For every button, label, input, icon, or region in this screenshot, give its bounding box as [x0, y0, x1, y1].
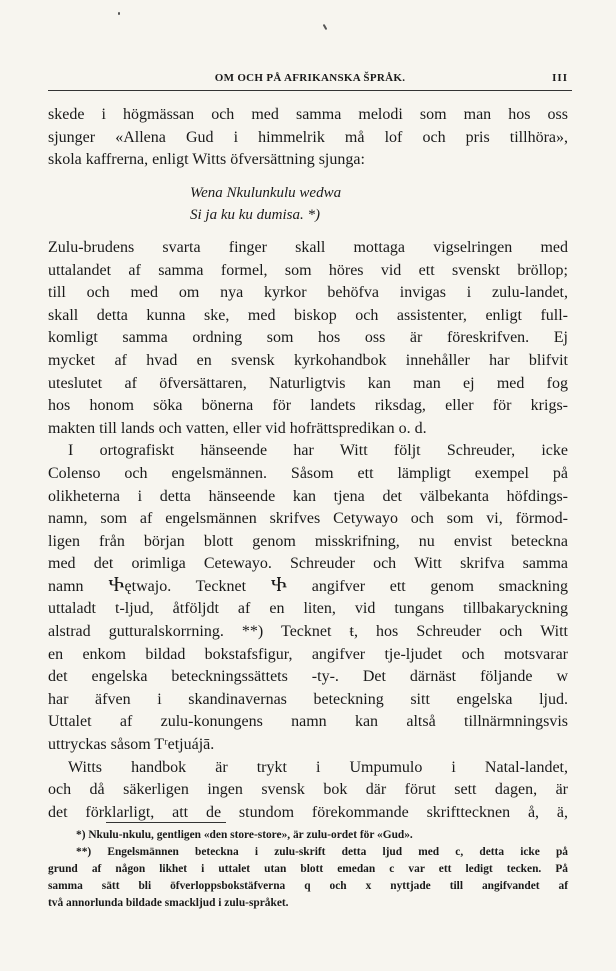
- text-line: Witts handbok är trykt i Umpumulo i Natal-landet,: [68, 758, 568, 776]
- text-line: med det orimliga Cetewayo. Schreuder och Witt skrifva samma: [48, 555, 568, 573]
- text-line: ligen från början blott genom misskrifning, nu envist beteckna: [48, 532, 568, 550]
- page-number: III: [552, 72, 568, 84]
- verse-block: [48, 182, 568, 227]
- text-line: Zulu-brudens svarta finger skall mottaga vigselringen med: [48, 238, 568, 256]
- text-line: och då säkerligen ingen svensk bok där förut sett dagen, är: [48, 781, 568, 799]
- text-line: det förklarligt, att de stundom förekommande skrifttecknen å, ä,: [48, 803, 568, 821]
- verse-line: Wena Nkulunkulu wedwa: [190, 184, 342, 201]
- main-text: [48, 104, 568, 824]
- text-line: namn, som af engelsmännen skrifves Cetywayo och som vi, förmod-: [48, 510, 568, 528]
- text-line: komligt samma ordning som hos oss är föreskrifven. Ej: [48, 329, 568, 347]
- verse-line: Si ja ku ku dumisa. *): [190, 207, 320, 224]
- footnote-1: *) Nkulu-nkulu, gentligen «den store-store», är zulu-ordet för «Gud».: [76, 829, 413, 841]
- paragraph-1: [48, 104, 568, 172]
- text-line: Colenso och engelsmännen. Såsom ett lämpligt exempel på: [48, 464, 568, 482]
- text-line: mycket af hvad en svensk kyrkohandbok innehåller har blifvit: [48, 351, 568, 369]
- print-speck: [323, 24, 328, 30]
- text-line: det engelska beteckningssättets -ty-. Det därnäst följande w: [48, 668, 568, 686]
- running-header: [48, 70, 572, 88]
- running-title: OM OCH PÅ AFRIKANSKA ŠPRÅK.: [214, 72, 406, 84]
- footnote-rule: [106, 822, 226, 823]
- text-line: makten till lands och vatten, eller vid hofrättspredikan o. d.: [48, 419, 427, 437]
- text-line: skola kaffrerna, enligt Witts öfversättning sjunga:: [48, 151, 365, 169]
- text-line: hos honom söka bönerna för landets riksdag, eller för krigs-: [48, 397, 568, 415]
- text-line: namn Ⴕętwajo. Tecknet Ⴕ angifver ett genom smackning: [48, 577, 568, 595]
- text-line: har äfven i skandinavernas beteckning sitt engelska ljud.: [48, 690, 568, 708]
- paragraph-2: [48, 237, 568, 440]
- footnote-2-line: två annorlunda bildade smackljud i zulu-språket.: [48, 897, 289, 909]
- text-line: uttaladt t-ljud, åtföljdt af en liten, vid tungans tillbakaryckning: [48, 600, 568, 618]
- text-line: olikheterna i detta hänseende kan tjena det välbekanta höfdings-: [48, 487, 568, 505]
- text-line: Uttalet af zulu-konungens namn kan altså tillnärmningsvis: [48, 713, 568, 731]
- header-rule: [48, 90, 572, 91]
- text-line: I ortografiskt hänseende har Witt följt Schreuder, icke: [68, 442, 568, 460]
- footnote-2-line: samma sätt bli öfverloppsbokstäfverna q och x nyttjade till angifvandet af: [48, 880, 568, 892]
- footnote-2-line: grund af någon likhet i uttalet utan blott emedan c var ett ledigt tecken. På: [48, 863, 568, 875]
- text-line: alstrad gutturalskorrning. **) Tecknet ŧ, hos Schreuder och Witt: [48, 623, 568, 641]
- text-line: sjunger «Allena Gud i himmelrik må lof och pris tillhöra»,: [48, 128, 568, 146]
- text-line: uttryckas såsom Tʳetjuájā.: [48, 736, 215, 754]
- text-line: uttalandet af samma formel, som höres vid ett svenskt bröllop;: [48, 261, 568, 279]
- print-speck: [118, 12, 120, 15]
- text-line: en enkom bildad bokstafsfigur, angifver tje-ljudet och motsvarar: [48, 645, 568, 663]
- paragraph-3: [48, 440, 568, 756]
- text-line: uteslutet af öfversättaren, Naturligtvis kan man ej med fog: [48, 374, 568, 392]
- text-line: till och med om nya kyrkor behöfva invigas i zulu-landet,: [48, 284, 568, 302]
- text-line: skede i högmässan och med samma melodi som man hos oss: [48, 106, 568, 123]
- footnotes: [48, 827, 568, 912]
- paragraph-4: [48, 757, 568, 825]
- text-line: skall detta kunna ske, med biskop och assistenter, enligt full-: [48, 306, 568, 324]
- footnote-2-line: **) Engelsmännen beteckna i zulu-skrift detta ljud med c, detta icke på: [76, 846, 568, 858]
